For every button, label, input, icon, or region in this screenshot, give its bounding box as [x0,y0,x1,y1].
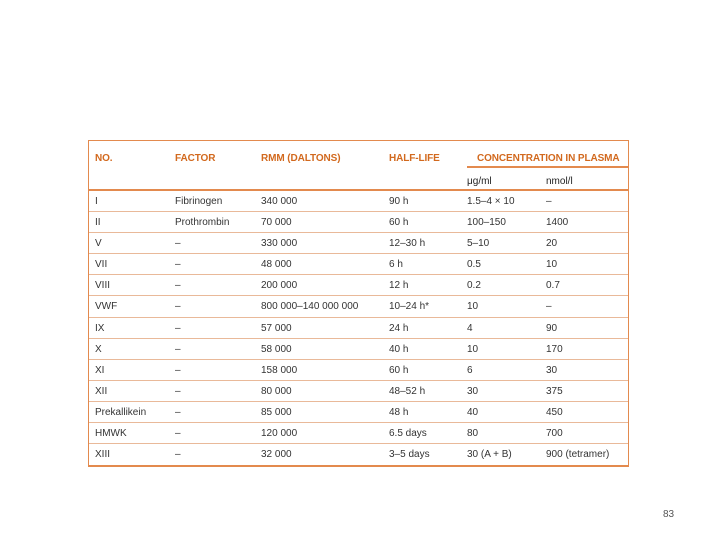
cell-no: VIII [95,280,111,292]
table-row [89,318,628,339]
cell-factor: – [175,259,181,271]
cell-rmm: 800 000–140 000 000 [261,301,359,313]
table-row [89,360,628,381]
cell-conc-ug: 5–10 [467,238,490,250]
cell-conc-nmol: 1400 [546,217,569,229]
cell-conc-ug: 10 [467,301,479,313]
cell-no: II [95,217,101,229]
table-row [89,402,628,423]
cell-no: XI [95,364,105,376]
coagulation-factors-table [88,140,629,467]
cell-no: Prekallikein [95,406,147,418]
cell-rmm: 57 000 [261,322,292,334]
table-row [89,339,628,360]
table-row [89,191,628,212]
cell-factor: – [175,385,181,397]
cell-half-life: 6.5 days [389,428,427,440]
cell-factor: Fibrinogen [175,196,223,207]
cell-conc-nmol: 700 [546,428,563,440]
cell-conc-nmol: 0.7 [546,280,560,292]
cell-conc-ug: 100–150 [467,217,506,229]
page-number: 83 [663,509,675,520]
header-unit-ug: μg/ml [467,176,492,187]
header-rmm: RMM (DALTONS) [261,153,341,164]
header-concentration: CONCENTRATION IN PLASMA [477,153,620,164]
table-row [89,381,628,402]
cell-rmm: 80 000 [261,385,292,397]
cell-conc-ug: 0.2 [467,280,481,292]
cell-rmm: 85 000 [261,406,292,418]
cell-conc-nmol: 450 [546,406,563,418]
cell-rmm: 120 000 [261,428,298,440]
cell-half-life: 90 h [389,196,409,207]
cell-factor: – [175,364,181,376]
cell-half-life: 10–24 h* [389,301,430,313]
cell-half-life: 6 h [389,259,403,271]
cell-conc-nmol: 900 (tetramer) [546,449,610,461]
table-body [89,191,628,465]
cell-no: I [95,196,98,207]
table-row [89,233,628,254]
cell-half-life: 60 h [389,364,409,376]
cell-no: HMWK [95,428,127,440]
cell-half-life: 12 h [389,280,409,292]
cell-rmm: 158 000 [261,364,298,376]
header-no: NO. [95,153,113,164]
cell-factor: – [175,322,181,334]
header-factor: FACTOR [175,153,216,164]
cell-conc-ug: 4 [467,322,473,334]
table-row [89,444,628,465]
cell-rmm: 330 000 [261,238,298,250]
cell-factor: – [175,406,181,418]
header-half-life: HALF-LIFE [389,153,440,164]
cell-rmm: 32 000 [261,449,292,461]
cell-conc-nmol: – [546,196,552,207]
cell-rmm: 70 000 [261,217,292,229]
cell-conc-ug: 40 [467,406,479,418]
cell-factor: – [175,428,181,440]
cell-conc-nmol: 375 [546,385,563,397]
cell-rmm: 340 000 [261,196,298,207]
table-row [89,254,628,275]
cell-factor: – [175,301,181,313]
cell-factor: – [175,343,181,355]
cell-conc-ug: 1.5–4 × 10 [467,196,515,207]
table-row [89,423,628,444]
cell-rmm: 58 000 [261,343,292,355]
cell-conc-ug: 80 [467,428,479,440]
cell-no: VWF [95,301,118,313]
cell-conc-nmol: 90 [546,322,558,334]
cell-factor: – [175,238,181,250]
cell-half-life: 12–30 h [389,238,426,250]
cell-conc-ug: 6 [467,364,473,376]
cell-half-life: 40 h [389,343,409,355]
table-row [89,296,628,317]
header-unit-nmol: nmol/l [546,176,573,187]
cell-half-life: 48 h [389,406,409,418]
cell-no: XII [95,385,108,397]
cell-half-life: 24 h [389,322,409,334]
table-row [89,275,628,296]
cell-no: IX [95,322,105,334]
cell-conc-nmol: 20 [546,238,558,250]
cell-conc-ug: 30 (A + B) [467,449,512,461]
cell-factor: – [175,280,181,292]
cell-no: X [95,343,102,355]
concentration-underline [467,166,629,168]
cell-conc-nmol: – [546,301,552,313]
cell-rmm: 48 000 [261,259,292,271]
cell-factor: – [175,449,181,461]
cell-conc-ug: 30 [467,385,479,397]
cell-half-life: 60 h [389,217,409,229]
cell-no: V [95,238,102,250]
cell-no: VII [95,259,108,271]
table-row [89,212,628,233]
cell-conc-nmol: 170 [546,343,563,355]
cell-half-life: 48–52 h [389,385,426,397]
cell-conc-ug: 0.5 [467,259,481,271]
cell-conc-nmol: 30 [546,364,558,376]
cell-rmm: 200 000 [261,280,298,292]
cell-conc-ug: 10 [467,343,479,355]
cell-conc-nmol: 10 [546,259,558,271]
cell-no: XIII [95,449,111,461]
cell-factor: Prothrombin [175,217,230,229]
cell-half-life: 3–5 days [389,449,430,461]
table-header [89,141,628,191]
